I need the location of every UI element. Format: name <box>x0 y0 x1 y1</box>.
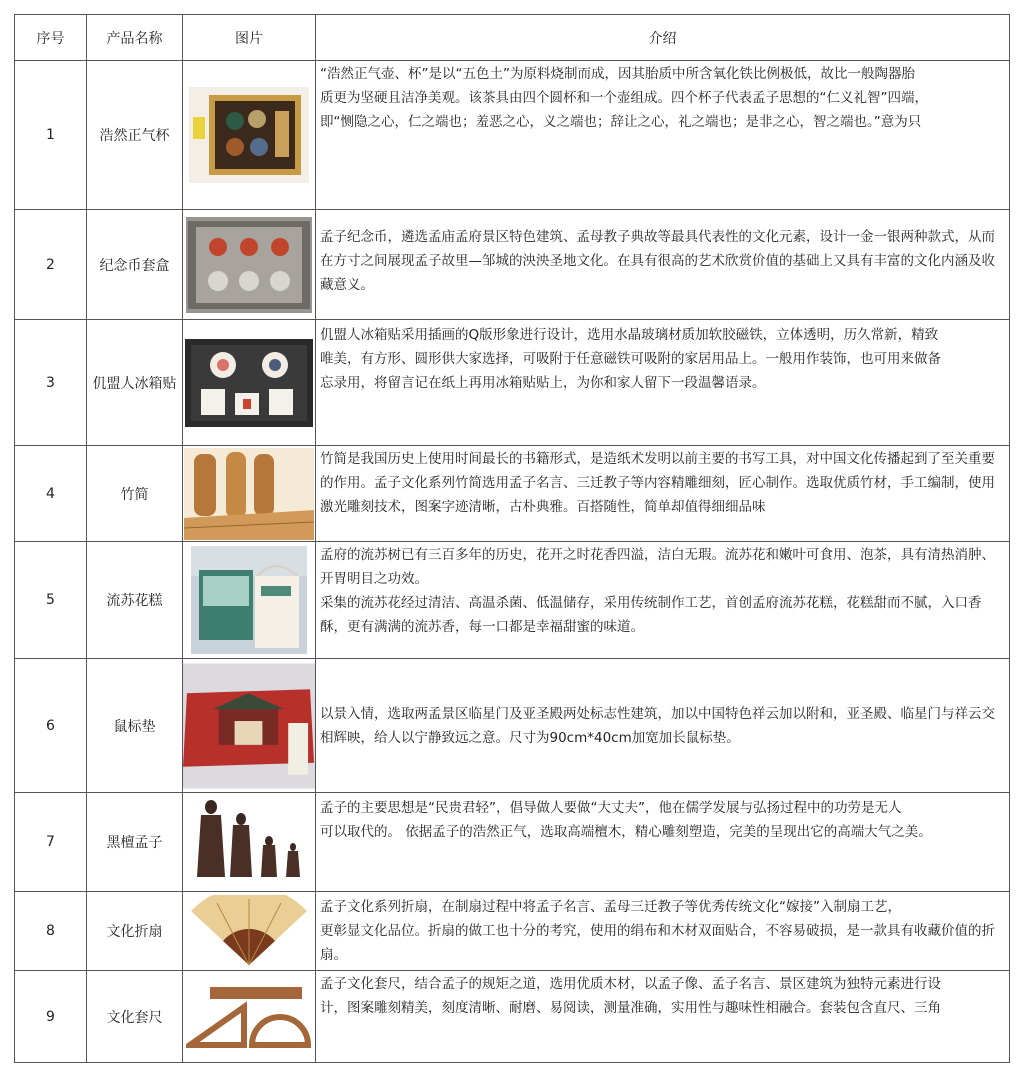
product-image <box>183 210 316 320</box>
description-line: 质更为坚硬且洁净美观。该茶具由四个圆杯和一个壶组成。四个杯子代表孟子思想的“仁义礼智”四端， <box>320 89 928 106</box>
table-row <box>15 793 1010 892</box>
product-description <box>316 446 1010 542</box>
header-row <box>15 15 1010 61</box>
bamboo-slips-photo <box>184 448 314 540</box>
header-index: 序号 <box>15 15 87 61</box>
product-description <box>316 892 1010 971</box>
table-row <box>15 892 1010 971</box>
product-name: 纪念币套盒 <box>87 210 183 320</box>
header-desc: 介绍 <box>316 15 1010 61</box>
description-line: 孟子的主要思想是“民贵君轻”，倡导做人要做“大丈夫”，他在儒学发展与弘扬过程中的功劳是无人 <box>320 799 902 816</box>
description-line: 孟子文化套尺，结合孟子的规矩之道，选用优质木材，以孟子像、孟子名言、景区建筑为独特元素进行设 <box>320 975 941 992</box>
description-line: 即“恻隐之心，仁之端也；羞恶之心，义之端也；辞让之心，礼之端也；是非之心，智之端也。”意为只 <box>320 113 922 130</box>
row-index: 7 <box>15 793 87 892</box>
product-description <box>316 61 1010 210</box>
product-name: 竹简 <box>87 446 183 542</box>
row-index: 6 <box>15 659 87 793</box>
header-image: 图片 <box>183 15 316 61</box>
description-line: 唯美，有方形、圆形供大家选择，可吸附于任意磁铁可吸附的家居用品上。一般用作装饰，也可用来做备 <box>320 350 941 367</box>
description-line: “浩然正气壶、杯”是以“五色土”为原料烧制而成，因其胎质中所含氧化铁比例极低，故比一般陶器胎 <box>320 65 915 82</box>
row-index: 4 <box>15 446 87 542</box>
product-description <box>316 659 1010 793</box>
product-image <box>183 793 316 892</box>
description-line: 忘录用，将留言记在纸上再用冰箱贴贴上，为你和家人留下一段温馨语录。 <box>320 374 766 391</box>
description-line: 更彰显文化品位。折扇的做工也十分的考究，使用的绢布和木材双面贴合，不容易破损，是一款具有收藏价值的折扇。 <box>320 922 995 963</box>
product-image <box>183 971 316 1063</box>
description-line: 可以取代的。 依据孟子的浩然正气，选取高端檀木，精心雕刻塑造，完美的呈现出它的高端大气之美。 <box>320 823 932 840</box>
row-index: 8 <box>15 892 87 971</box>
description-line: 采集的流苏花经过清洁、高温杀菌、低温储存，采用传统制作工艺，首创孟府流苏花糕，花糕甜而不腻，入口香酥，更有满满的流苏香，每一口都是幸福甜蜜的味道。 <box>320 594 982 635</box>
fridge-magnet-set-photo <box>185 339 313 427</box>
header-name: 产品名称 <box>87 15 183 61</box>
table-row <box>15 210 1010 320</box>
folding-fan-photo <box>187 895 311 967</box>
product-description <box>316 542 1010 659</box>
product-description <box>316 320 1010 446</box>
product-description <box>316 793 1010 892</box>
product-table <box>14 14 1010 1063</box>
table-row <box>15 542 1010 659</box>
ruler-set-photo <box>186 977 312 1057</box>
table-row <box>15 61 1010 210</box>
description-line: 仉盟人冰箱贴采用插画的Q版形象进行设计，选用水晶玻璃材质加软胶磁铁，立体透明，历久常新，精致 <box>320 326 939 343</box>
product-name: 文化套尺 <box>87 971 183 1063</box>
row-index: 5 <box>15 542 87 659</box>
product-description <box>316 971 1010 1063</box>
product-name: 流苏花糕 <box>87 542 183 659</box>
product-name: 黑檀孟子 <box>87 793 183 892</box>
description-line: 以景入情，选取两孟景区临星门及亚圣殿两处标志性建筑，加以中国特色祥云加以附和，亚圣殿、临星门与祥云交相辉映，给人以宁静致远之意。尺寸为90cm*40cm加宽加长鼠标垫。 <box>320 705 995 746</box>
product-image <box>183 446 316 542</box>
product-image <box>183 659 316 793</box>
product-name: 鼠标垫 <box>87 659 183 793</box>
row-index: 3 <box>15 320 87 446</box>
tea-set-box-photo <box>189 87 309 183</box>
row-index: 1 <box>15 61 87 210</box>
table-row <box>15 971 1010 1063</box>
table-row <box>15 446 1010 542</box>
description-line: 计，图案雕刻精美，刻度清晰、耐磨、易阅读，测量准确，实用性与趣味性相融合。套装包含直尺、三角 <box>320 999 941 1016</box>
product-image <box>183 320 316 446</box>
description-line: 孟子文化系列折扇，在制扇过程中将孟子名言、孟母三迁教子等优秀传统文化“嫁接”入制扇工艺， <box>320 898 901 915</box>
description-line: 竹简是我国历史上使用时间最长的书籍形式，是造纸术发明以前主要的书写工具，对中国文化传播起到了至关重要的作用。孟子文化系列竹简选用孟子名言、三迁教子等内容精雕细刻，匠心制作。选取优质竹材，手工编制，使用激光雕刻技术，图案字迹清晰，古朴典雅。百搭随性，简单却值得细细品味 <box>320 450 995 515</box>
table-row <box>15 659 1010 793</box>
description-line: 孟府的流苏树已有三百多年的历史，花开之时花香四溢，洁白无瑕。流苏花和嫩叶可食用、泡茶，具有清热消肿、开胃明目之功效。 <box>320 546 995 587</box>
description-line: 孟子纪念币，遴选孟庙孟府景区特色建筑、孟母教子典故等最具代表性的文化元素，设计一金一银两种款式，从而在方寸之间展现孟子故里—邹城的泱泱圣地文化。在具有很高的艺术欣赏价值的基础上又具有丰富的文化内涵及收藏意义。 <box>320 228 995 293</box>
flower-cake-package-photo <box>191 546 307 654</box>
product-name: 浩然正气杯 <box>87 61 183 210</box>
product-image <box>183 61 316 210</box>
product-description <box>316 210 1010 320</box>
mouse-pad-photo <box>183 663 315 789</box>
product-name: 文化折扇 <box>87 892 183 971</box>
product-name: 仉盟人冰箱贴 <box>87 320 183 446</box>
coin-gift-box-photo <box>186 217 312 313</box>
row-index: 9 <box>15 971 87 1063</box>
ebony-statues-photo <box>189 797 309 887</box>
row-index: 2 <box>15 210 87 320</box>
table-row <box>15 320 1010 446</box>
product-image <box>183 542 316 659</box>
product-image <box>183 892 316 971</box>
